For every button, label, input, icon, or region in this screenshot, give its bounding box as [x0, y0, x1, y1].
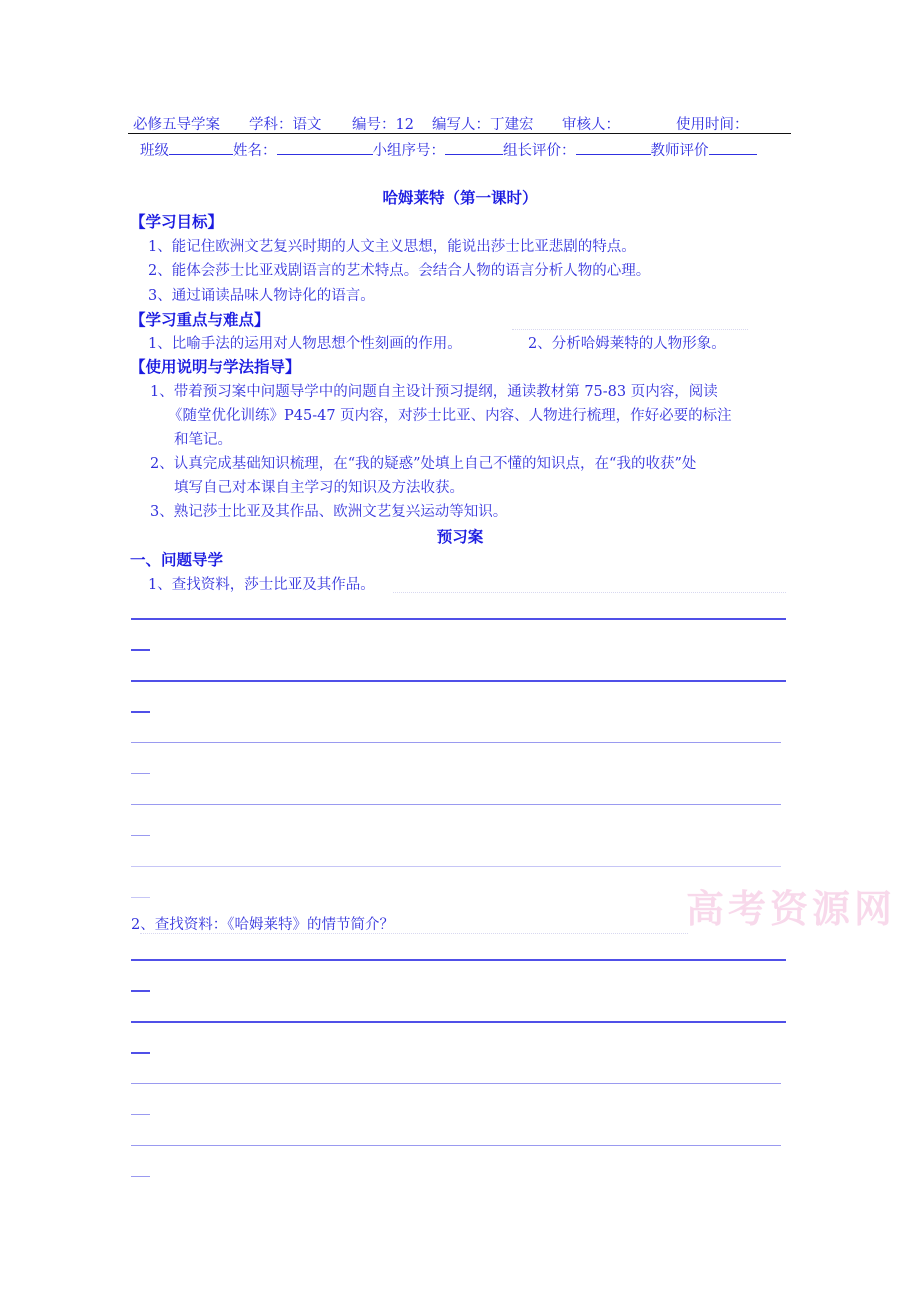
- question-1: 1、查找资料，莎士比亚及其作品。: [148, 577, 375, 593]
- objective-item: 2、能体会莎士比亚戏剧语言的艺术特点。会结合人物的语言分析人物的心理。: [148, 263, 651, 279]
- date-label: 使用时间：: [676, 117, 749, 133]
- dotted-guide: [393, 592, 786, 593]
- leader-eval-label: 组长评价：: [503, 143, 576, 159]
- answer-line-stub: [131, 1114, 150, 1115]
- preview-heading: 预习案: [436, 528, 484, 546]
- group-field[interactable]: [445, 140, 503, 155]
- instruction-line: 3、熟记莎士比亚及其作品、欧洲文艺复兴运动等知识。: [150, 504, 508, 520]
- key-point-item: 2、分析哈姆莱特的人物形象。: [528, 336, 726, 352]
- key-points-heading: 【学习重点与难点】: [130, 311, 270, 329]
- instruction-line: 填写自己对本课自主学习的知识及方法收获。: [174, 480, 464, 496]
- dotted-guide: [140, 933, 688, 934]
- class-field[interactable]: [169, 140, 233, 155]
- answer-line-stub: [131, 1176, 150, 1177]
- instruction-line: 《随堂优化训练》P45-47 页内容，对莎士比亚、内容、人物进行梳理，作好必要的标注: [168, 408, 732, 424]
- answer-line[interactable]: [131, 1021, 786, 1023]
- answer-line-stub: [131, 711, 150, 713]
- teacher-eval-field[interactable]: [709, 140, 757, 155]
- instruction-line: 和笔记。: [174, 432, 232, 448]
- answer-line-stub: [131, 649, 150, 651]
- answer-line-stub: [131, 773, 150, 774]
- key-point-item: 1、比喻手法的运用对人物思想个性刻画的作用。: [148, 336, 462, 352]
- answer-line-stub: [131, 897, 150, 898]
- objective-item: 1、能记住欧洲文艺复兴时期的人文主义思想，能说出莎士比亚悲剧的特点。: [148, 239, 636, 255]
- teacher-eval-label: 教师评价: [650, 143, 709, 159]
- instruction-line: 2、认真完成基础知识梳理，在“我的疑惑”处填上自己不懂的知识点，在“我的收获”处: [150, 456, 697, 472]
- leader-eval-field[interactable]: [576, 140, 651, 155]
- class-label: 班级: [140, 143, 169, 159]
- section1-heading: 一、问题导学: [130, 551, 224, 569]
- answer-line-stub: [131, 990, 150, 992]
- subject-label: 学科：语文: [249, 117, 322, 133]
- answer-line[interactable]: [131, 866, 781, 867]
- header-separator: [128, 133, 791, 134]
- doc-type: 必修五导学案: [133, 117, 220, 133]
- author-label: 编写人：丁建宏: [432, 117, 534, 133]
- name-label: 姓名：: [233, 143, 277, 159]
- answer-line[interactable]: [131, 1083, 781, 1084]
- objectives-heading: 【学习目标】: [130, 213, 224, 231]
- answer-line[interactable]: [131, 618, 786, 620]
- objective-item: 3、通过诵读品味人物诗化的语言。: [148, 288, 375, 304]
- answer-line[interactable]: [131, 1145, 781, 1146]
- dotted-guide: [512, 329, 748, 330]
- answer-line-stub: [131, 835, 150, 836]
- lesson-title: 哈姆莱特（第一课时）: [382, 189, 538, 207]
- reviewer-label: 审核人：: [562, 117, 620, 133]
- answer-line[interactable]: [131, 959, 786, 961]
- number-label: 编号：12: [352, 117, 414, 133]
- name-field[interactable]: [277, 140, 373, 155]
- question-2: 2、查找资料：《哈姆莱特》的情节简介？: [131, 917, 394, 933]
- answer-line[interactable]: [131, 680, 786, 682]
- answer-line[interactable]: [131, 742, 781, 743]
- answer-line-stub: [131, 1052, 150, 1054]
- instruction-line: 1、带着预习案中问题导学中的问题自主设计预习提纲，通读教材第 75-83 页内容，阅读: [150, 384, 718, 400]
- instructions-heading: 【使用说明与学法指导】: [130, 358, 301, 376]
- group-label: 小组序号：: [372, 143, 445, 159]
- answer-line[interactable]: [131, 804, 781, 805]
- watermark: 高考资源网: [686, 886, 897, 931]
- student-info-row: [140, 139, 757, 160]
